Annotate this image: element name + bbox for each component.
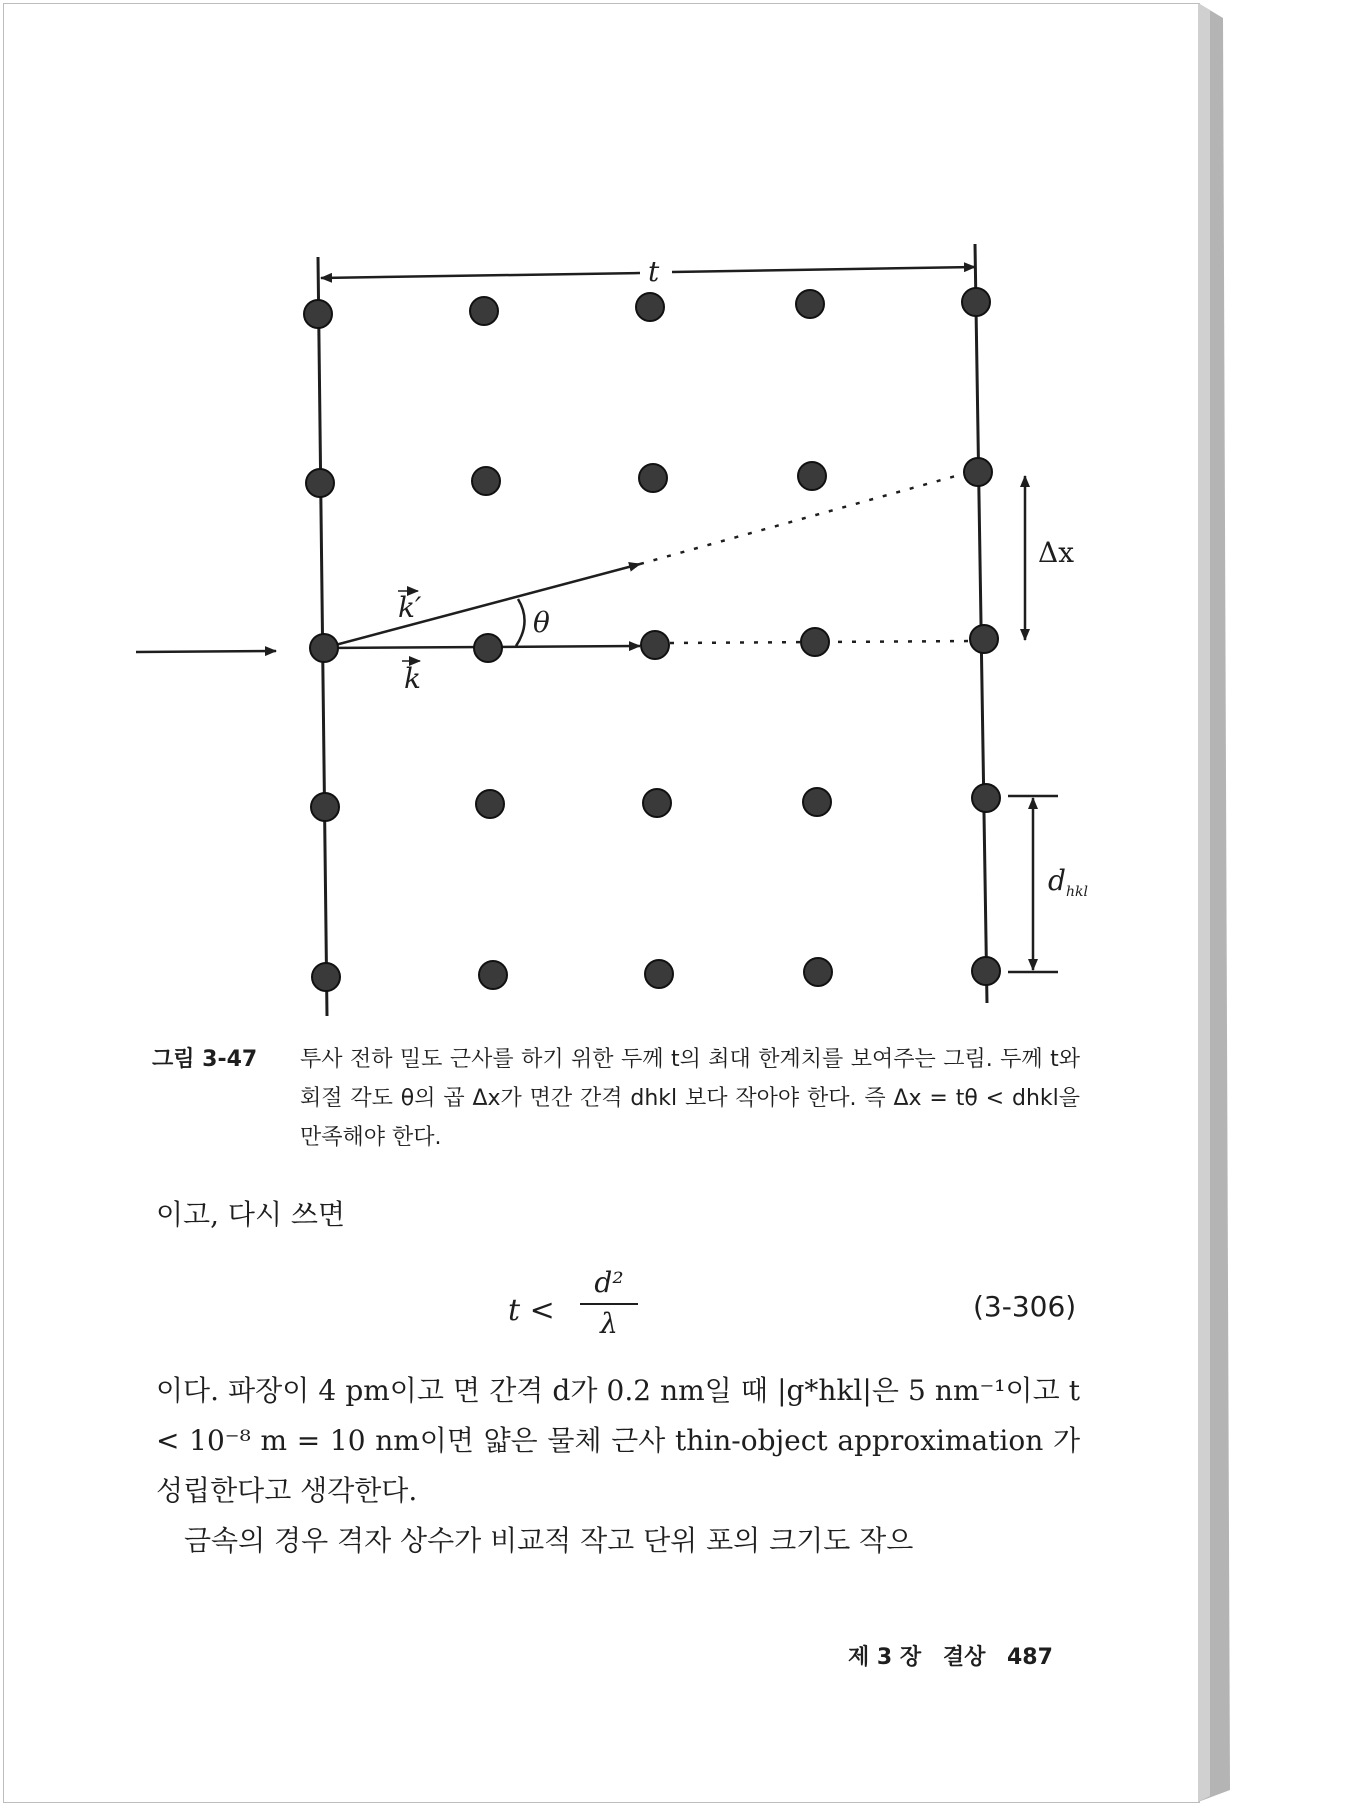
atom xyxy=(964,458,992,486)
atom xyxy=(804,958,832,986)
theta-arc xyxy=(516,599,525,646)
atom xyxy=(801,628,829,656)
equation-denominator: λ xyxy=(600,1307,618,1340)
atom xyxy=(312,963,340,991)
page-number: 487 xyxy=(1007,1645,1053,1670)
atom xyxy=(311,793,339,821)
atom xyxy=(803,788,831,816)
fraction-bar xyxy=(580,1303,638,1305)
atom xyxy=(474,634,502,662)
atom xyxy=(796,290,824,318)
paragraph-body: 이다. 파장이 4 pm이고 면 간격 d가 0.2 nm일 때 |g*hkl|은 5 nm⁻¹이고 t < 10⁻⁸ m = 10 nm이면 얇은 물체 근사 thin-object approximation 가 성립한다고 생각한다. xyxy=(156,1374,1080,1507)
atom xyxy=(304,300,332,328)
equation-fraction xyxy=(576,1265,642,1341)
k-prime-label: k′ xyxy=(398,591,422,624)
paragraph-intro: 이고, 다시 쓰면 xyxy=(156,1198,345,1231)
atom xyxy=(470,297,498,325)
atom xyxy=(970,625,998,653)
thickness-label: t xyxy=(648,255,660,288)
atom xyxy=(972,957,1000,985)
atom xyxy=(962,288,990,316)
atom xyxy=(306,469,334,497)
incident-beam-arrow xyxy=(136,651,276,652)
atom xyxy=(476,790,504,818)
atom xyxy=(639,464,667,492)
chapter-label: 제 3 장 xyxy=(848,1645,922,1670)
atom xyxy=(636,293,664,321)
thickness-arrow-right xyxy=(672,267,975,272)
delta-x-label: Δx xyxy=(1038,536,1075,569)
page-footer xyxy=(848,1640,1067,1671)
figure-number: 그림 3-47 xyxy=(152,1047,258,1072)
atom xyxy=(972,784,1000,812)
atom xyxy=(643,789,671,817)
thickness-arrow-left xyxy=(321,273,640,278)
atom xyxy=(645,960,673,988)
k-label: k xyxy=(404,662,421,695)
paragraph-next: 금속의 경우 격자 상수가 비교적 작고 단위 포의 크기도 작으 xyxy=(184,1524,914,1557)
atom xyxy=(798,462,826,490)
atom xyxy=(472,467,500,495)
atom xyxy=(479,961,507,989)
equation-lhs: t < xyxy=(508,1293,555,1328)
caption-text: 투사 전하 밀도 근사를 하기 위한 두께 t의 최대 한계치를 보여주는 그림. 두께 t와 회절 각도 θ의 곱 Δx가 면간 간격 dhkl 보다 작아야 한다. 즉 Δx = tθ < dhkl을 만족해야 한다. xyxy=(300,1047,1080,1150)
equation-numerator: d² xyxy=(594,1266,624,1299)
atom xyxy=(310,634,338,662)
atom xyxy=(641,631,669,659)
right-boundary-line xyxy=(975,244,987,1003)
equation-number: (3-306) xyxy=(973,1290,1077,1323)
chapter-title: 결상 xyxy=(942,1645,986,1670)
theta-label: θ xyxy=(533,606,550,639)
dhkl-label: $d_{hkl}$ xyxy=(1048,864,1088,900)
